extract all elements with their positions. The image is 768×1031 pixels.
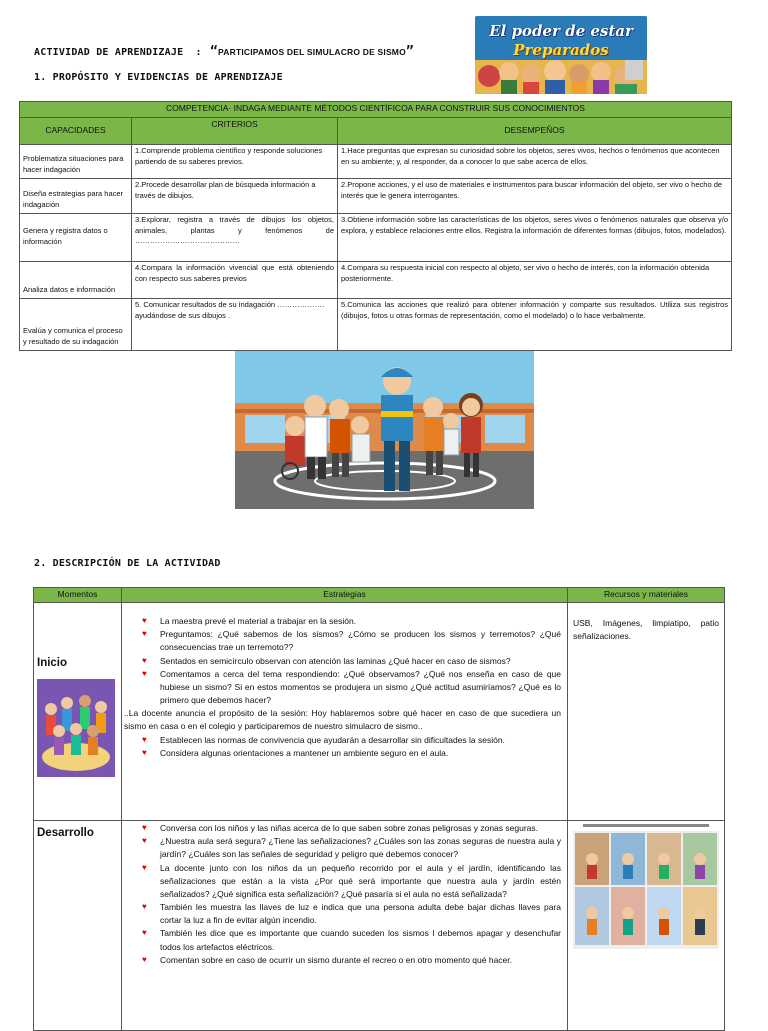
list-item: ♥ ¿Nuestra aula será segura? ¿Tiene las señalizaciones? ¿Cuáles son las zonas seguras de nuestra aula y jardín? ¿Cuáles son las señales de seguridad y peligro que debemos conocer?: [142, 835, 561, 861]
list-item: ♥ Comentan sobre en caso de ocurrir un sismo durante el recreo o en otro momento qué hacer.: [142, 954, 561, 967]
activity-label: ACTIVIDAD DE APRENDIZAJE: [34, 47, 184, 58]
list-item: ♥ También les dice que es importante que cuando suceden los sismos l debemos apagar y desenchufar todos los artefactos eléctricos.: [142, 927, 561, 953]
banner-line-1: El poder de estar: [489, 22, 633, 40]
purpose-paragraph: ..La docente anuncia el propósito de la sesión: Hoy hablaremos sobre qué hacer en caso de que sucediera un sismo en casa o en el colegio y participaremos de nuestro simulacro de sismo..: [124, 708, 561, 732]
capacidad-cell: Genera y registra datos o información: [20, 214, 132, 262]
moment-inicio: [34, 603, 122, 821]
resources-desarrollo: [568, 821, 725, 1031]
list-item: ♥ También les muestra las llaves de luz e indica que una persona adulta debe bajar dichas llaves para cortar la luz a fin de evitar algún incendio.: [142, 901, 561, 927]
table-row: [20, 179, 732, 214]
list-item: ♥ La docente junto con los niños da un pequeño recorrido por el aula y el jardín, identificando las señalizaciones que están a la vista ¿Por qué será importante que nuestra aula y jardín estén señalizados? ¿Qué significa esta señalización? ¿Qué pasaría si el aula no está señalizada?: [142, 862, 561, 902]
open-quote: “: [210, 44, 219, 59]
moment-label: Desarrollo: [37, 827, 94, 839]
list-item: ♥ La maestra prevé el material a trabajar en la sesión.: [142, 615, 561, 628]
list-item: ♥ Conversa con los niños y las niñas acerca de lo que saben sobre zonas peligrosas y zonas seguras.: [142, 822, 561, 835]
capacidad-cell: Evalúa y comunica el proceso y resultado de su indagación: [20, 299, 132, 351]
criterio-cell: 2.Procede desarrollar plan de búsqueda información a través de dibujos.: [132, 179, 338, 214]
activity-colon: :: [195, 47, 202, 58]
moment-desarrollo: [34, 821, 122, 1031]
header-estrategias: Estrategias: [122, 588, 568, 603]
header-desempenos: DESEMPEÑOS: [338, 118, 732, 145]
list-item: ♥ Establecen las normas de convivencia que ayudarán a desarrollar sin dificultades la sesión.: [142, 734, 561, 747]
desempeno-cell: 4.Compara su respuesta inicial con respecto al objeto, ser vivo o hecho de interés, con la información obtenida posteriormente.: [338, 262, 732, 299]
strategies-inicio: [122, 603, 568, 821]
children-circle-image: [37, 679, 115, 777]
table-row: [20, 299, 732, 351]
earthquake-drill-illustration: [235, 351, 534, 509]
desempeno-cell: 3.Obtiene información sobre las características de los objetos, seres vivos o fenómenos naturales que observa y/o explora, y establece relaciones entre ellos. Registra la información de diferentes formas (dibujos, fotos, modelados).: [338, 214, 732, 262]
desempeno-cell: 5.Comunica las acciones que realizó para obtener información y comparte sus resultados. Utiliza sus registros (dibujos, fotos u otras formas de representación, como el modelado) o lo hace verbalmente.: [338, 299, 732, 351]
competencia-title: COMPETENCIA· INDAGA MEDIANTE MÉTODOS CIENTÍFICOA PARA CONSTRUIR SUS CONOCIMIENTOS: [20, 102, 732, 118]
resources-inicio: USB, Imágenes, limpiatipo, patio señalizaciones.: [568, 603, 725, 821]
header-capacidades: CAPACIDADES: [20, 118, 132, 145]
capacidad-cell: Problematiza situaciones para hacer indagación: [20, 145, 132, 179]
activity-title: PARTICIPAMOS DEL SIMULACRO DE SISMO: [218, 47, 406, 57]
list-item: ♥ Considera algunas orientaciones a mantener un ambiente seguro en el aula.: [142, 747, 561, 760]
criterio-cell: 1.Comprende problema científico y responde soluciones partiendo de su saberes previos.: [132, 145, 338, 179]
section-2-heading: 2. DESCRIPCIÓN DE LA ACTIVIDAD: [34, 558, 221, 569]
strategies-table: [33, 587, 725, 1031]
safety-signs-poster-image: [573, 821, 719, 949]
strategies-desarrollo: [122, 821, 568, 1031]
section-1-heading: 1. PROPÓSITO Y EVIDENCIAS DE APRENDIZAJE: [34, 72, 283, 83]
criterio-cell: 5. Comunicar resultados de su indagación ………………. ayudándose de sus dibujos .: [132, 299, 338, 351]
header-recursos: Recursos y materiales: [568, 588, 725, 603]
banner-image: [475, 16, 647, 94]
table-row: [20, 262, 732, 299]
list-item: ♥ Preguntamos: ¿Qué sabemos de los sismos? ¿Cómo se producen los sismos y terremotos? ¿Qué consecuencias trae un terremoto??: [142, 628, 561, 654]
table-row: [20, 145, 732, 179]
header-criterios: CRITERIOS: [132, 118, 338, 145]
table-row: [34, 821, 725, 1031]
competencia-table: [19, 101, 732, 351]
list-item: ♥ Sentados en semicírculo observan con atención las laminas ¿Qué hacer en caso de sismos?: [142, 655, 561, 668]
header-momentos: Momentos: [34, 588, 122, 603]
table-row: [20, 214, 732, 262]
activity-heading: [34, 44, 414, 59]
close-quote: ”: [405, 44, 414, 59]
table-row: [34, 603, 725, 821]
moment-label: Inicio: [37, 657, 68, 669]
desempeno-cell: 1.Hace preguntas que expresan su curiosidad sobre los objetos, seres vivos, hechos o fenómenos que acontecen en su ambiente; y, al responder, da a conocer lo que sabe acerca de ellos.: [338, 145, 732, 179]
capacidad-cell: Diseña estrategias para hacer indagación: [20, 179, 132, 214]
criterio-cell: 3.Explorar, registra a través de dibujos los objetos, animales, plantas y fenómenos de ……………………………………: [132, 214, 338, 262]
desempeno-cell: 2.Propone acciones, y el uso de materiales e instrumentos para buscar información del objeto, ser vivo o hecho de interés que le genera interrogantes.: [338, 179, 732, 214]
criterio-cell: 4.Compara la información vivencial que está obteniendo con respecto sus saberes previos: [132, 262, 338, 299]
banner-line-2: Preparados: [513, 41, 609, 59]
list-item: ♥ Comentamos a cerca del tema respondiendo: ¿Qué observamos? ¿Qué nos enseña en caso de que hubiese un sismo? Si en estos momentos se produjera un sismo ¿Qué actitud asumiríamos? ¿Qué es lo primero que debemos hacer?: [142, 668, 561, 708]
capacidad-cell: Analiza datos e información: [20, 262, 132, 299]
